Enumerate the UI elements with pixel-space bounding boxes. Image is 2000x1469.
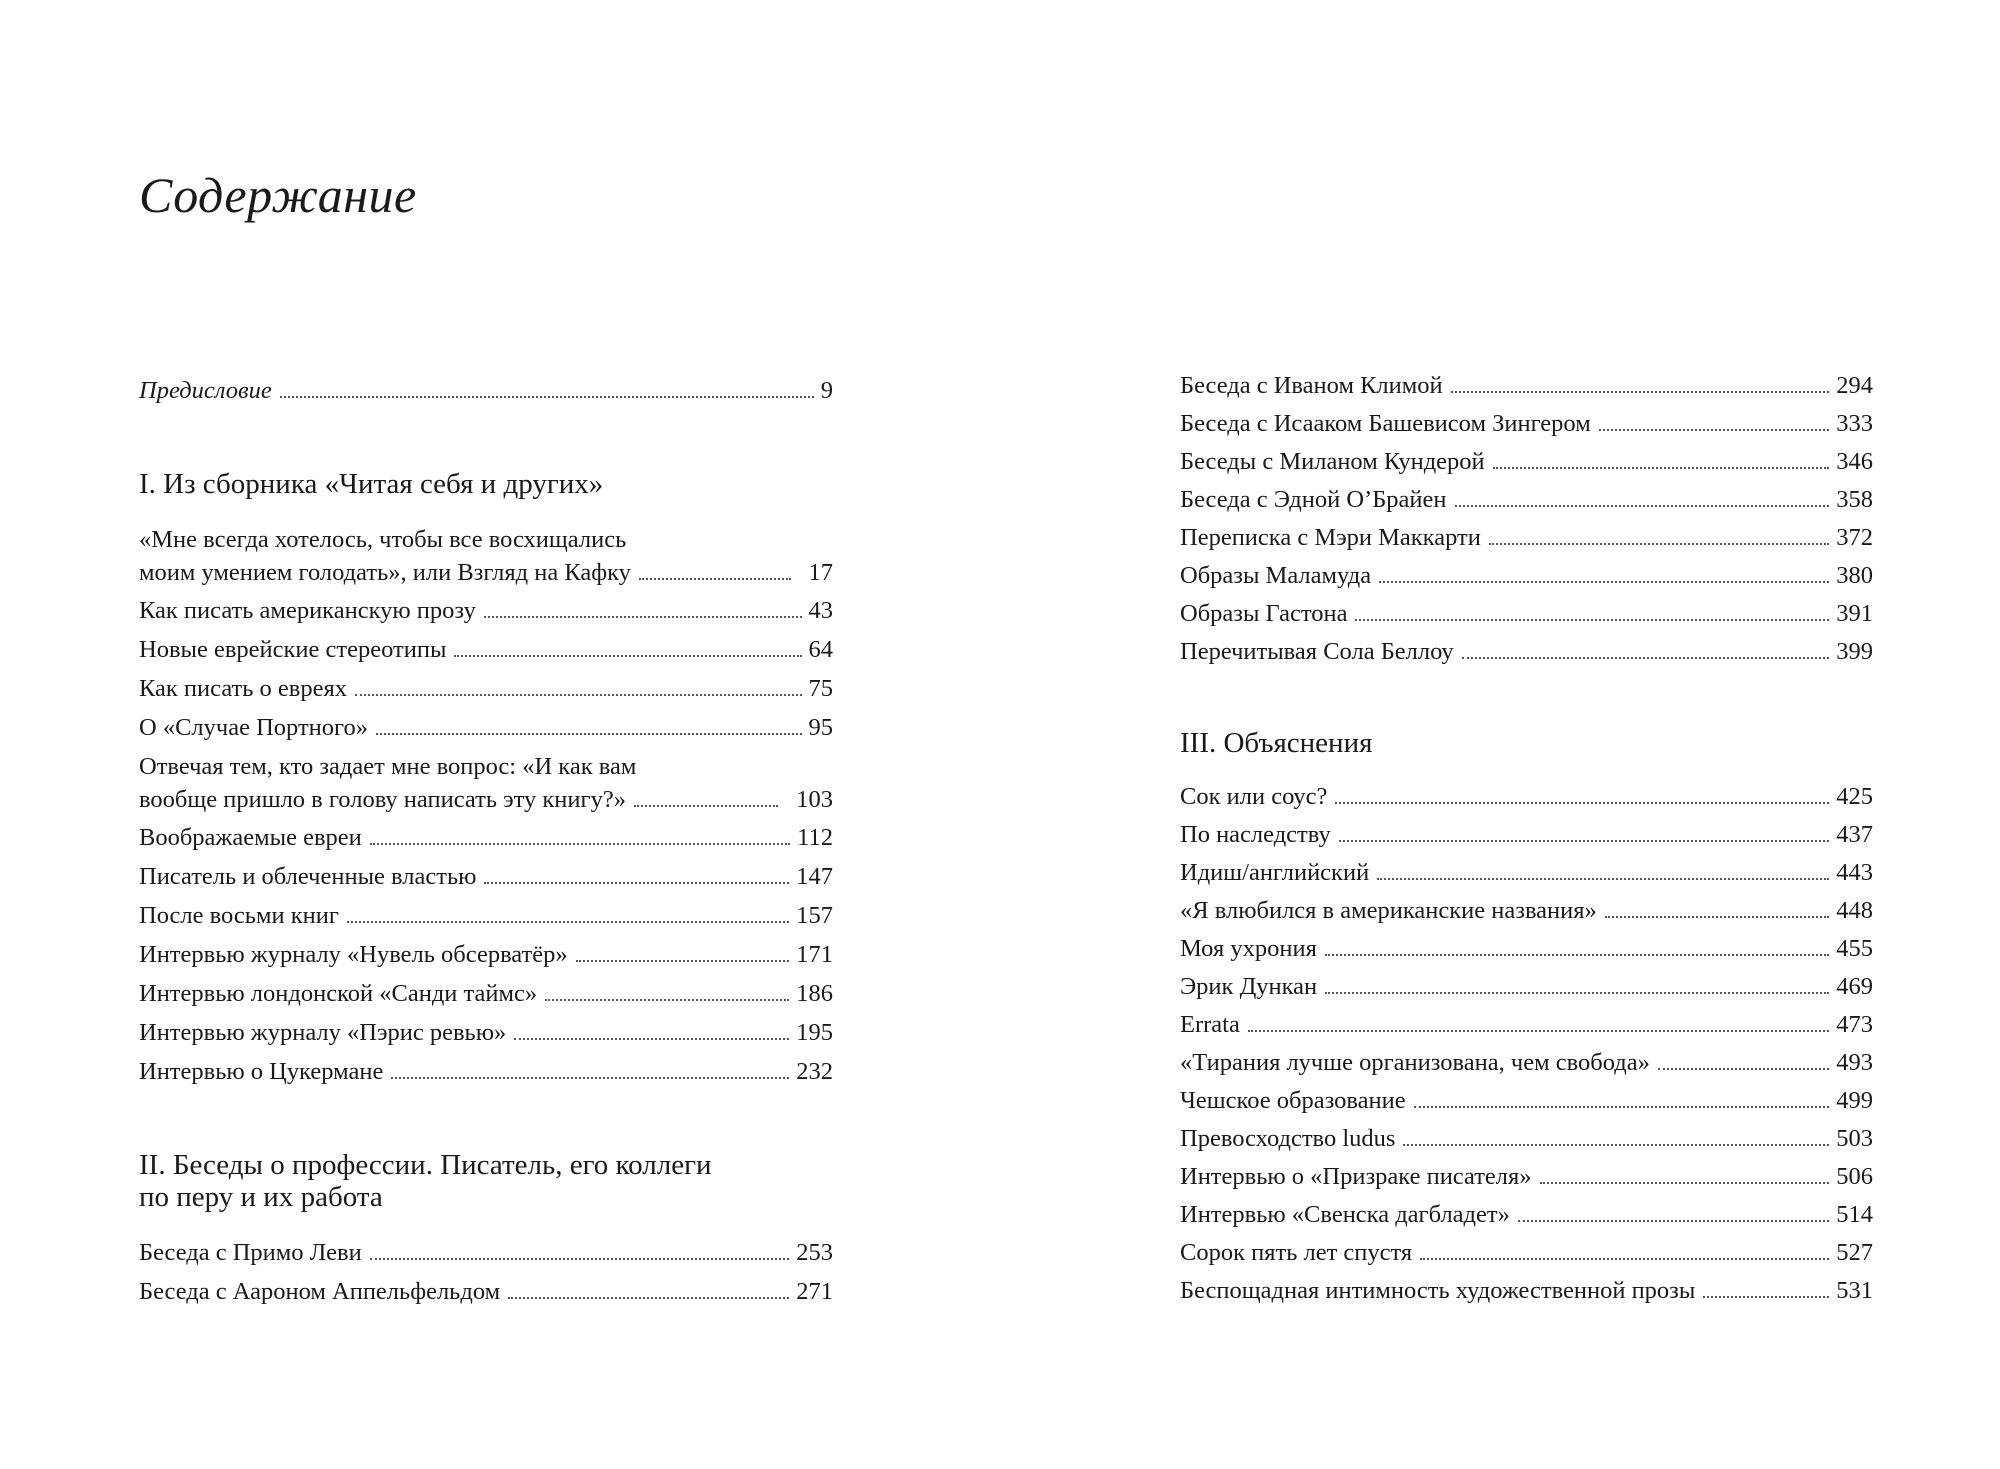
- toc-entry[interactable]: [1180, 932, 1873, 965]
- toc-entry-title: Сорок пять лет спустя: [1180, 1239, 1413, 1266]
- toc-entry-page: 103: [796, 786, 833, 813]
- toc-entry-title: Сок или соус?: [1180, 783, 1328, 810]
- toc-entry-title: Беседа с Примо Леви: [139, 1239, 362, 1266]
- toc-entry-page: 391: [1836, 600, 1873, 627]
- dot-leader: [370, 843, 790, 845]
- toc-entry-title: Интервью лондонской «Санди таймс»: [139, 980, 538, 1007]
- dot-leader: [370, 1258, 790, 1260]
- toc-entry-page: 232: [796, 1058, 833, 1085]
- toc-entry-title: Беседа с Иваном Климой: [1180, 372, 1443, 399]
- dot-leader: [454, 655, 801, 657]
- toc-entry-page: 380: [1836, 562, 1873, 589]
- toc-entry-title: Идиш/английский: [1180, 859, 1370, 886]
- toc-entry[interactable]: [139, 594, 833, 627]
- toc-entry[interactable]: [1180, 1160, 1873, 1193]
- toc-entry-page: 493: [1836, 1049, 1873, 1076]
- toc-entry-page: 75: [808, 675, 833, 702]
- toc-entry-title: Образы Маламуда: [1180, 562, 1372, 589]
- toc-entry[interactable]: [1180, 1198, 1873, 1231]
- dot-leader: [1414, 1106, 1830, 1108]
- toc-entry-title: Интервью о «Призраке писателя»: [1180, 1163, 1532, 1190]
- toc-entry[interactable]: [1180, 894, 1873, 927]
- toc-entry-page: 527: [1836, 1239, 1873, 1266]
- dot-leader: [1455, 505, 1830, 507]
- toc-entry-page: 455: [1836, 935, 1873, 962]
- toc-entry-page: 253: [796, 1239, 833, 1266]
- toc-entry[interactable]: [1180, 483, 1873, 516]
- dot-leader: [545, 999, 789, 1001]
- toc-entry-title: Эрик Дункан: [1180, 973, 1318, 1000]
- toc-entry-title: Беседы с Миланом Кундерой: [1180, 448, 1485, 475]
- toc-entry-page: 271: [796, 1278, 833, 1305]
- toc-entry-page: 469: [1836, 973, 1873, 1000]
- dot-leader: [484, 616, 802, 618]
- dot-leader: [634, 805, 778, 807]
- toc-entry-title: Беседа с Эдной О’Брайен: [1180, 486, 1447, 513]
- dot-leader: [355, 694, 801, 696]
- toc-entry[interactable]: [139, 1236, 833, 1269]
- dot-leader: [1462, 657, 1830, 659]
- dot-leader: [1325, 992, 1829, 994]
- toc-entry-page: 437: [1836, 821, 1873, 848]
- dot-leader: [1493, 467, 1830, 469]
- toc-entry[interactable]: [1180, 780, 1873, 813]
- toc-entry[interactable]: [1180, 856, 1873, 889]
- toc-entry-page: 448: [1836, 897, 1873, 924]
- toc-entry[interactable]: [139, 977, 833, 1010]
- toc-entry[interactable]: [1180, 521, 1873, 554]
- dot-leader: [1403, 1144, 1829, 1146]
- toc-entry[interactable]: [139, 938, 833, 971]
- section-heading-1: I. Из сборника «Читая себя и других»: [139, 468, 604, 500]
- dot-leader: [1339, 840, 1830, 842]
- dot-leader: [1451, 391, 1830, 393]
- toc-entry[interactable]: [139, 821, 833, 854]
- toc-entry-title: Беседа с Исааком Башевисом Зингером: [1180, 410, 1591, 437]
- toc-entry-title: Беспощадная интимность художественной прозы: [1180, 1277, 1696, 1304]
- section-heading-2-line1: II. Беседы о профессии. Писатель, его коллеги: [139, 1149, 712, 1181]
- dot-leader: [1355, 619, 1829, 621]
- toc-entry-title: Интервью о Цукермане: [139, 1058, 384, 1085]
- toc-entry-page: 294: [1836, 372, 1873, 399]
- toc-entry-page: 506: [1836, 1163, 1873, 1190]
- toc-entry-title: Перечитывая Сола Беллоу: [1180, 638, 1454, 665]
- dot-leader: [1489, 543, 1829, 545]
- toc-entry-title: Интервью «Свенска дагбладет»: [1180, 1201, 1510, 1228]
- dot-leader: [1377, 878, 1829, 880]
- toc-entry-title: Моя ухрония: [1180, 935, 1317, 962]
- toc-entry[interactable]: [139, 672, 833, 705]
- section-heading-3: III. Объяснения: [1180, 727, 1373, 759]
- toc-entry-title-line1: «Мне всегда хотелось, чтобы все восхищались: [139, 526, 627, 553]
- dot-leader: [508, 1297, 789, 1299]
- page-title: Содержание: [139, 167, 417, 223]
- toc-entry-page: 503: [1836, 1125, 1873, 1152]
- toc-entry-page: 358: [1836, 486, 1873, 513]
- toc-entry-page: 443: [1836, 859, 1873, 886]
- toc-entry-page: 157: [796, 902, 833, 929]
- toc-entry[interactable]: [1180, 559, 1873, 592]
- dot-leader: [1540, 1182, 1830, 1184]
- toc-entry-page: 195: [796, 1019, 833, 1046]
- toc-entry[interactable]: [1180, 1084, 1873, 1117]
- toc-entry-title: моим умением голодать», или Взгляд на Кафку: [139, 559, 631, 586]
- toc-entry-page: 346: [1836, 448, 1873, 475]
- dot-leader: [1325, 954, 1829, 956]
- toc-entry-title: «Я влюбился в американские названия»: [1180, 897, 1597, 924]
- toc-entry[interactable]: [1180, 369, 1873, 402]
- dot-leader: [1658, 1068, 1829, 1070]
- toc-entry-title: Беседа с Аароном Аппельфельдом: [139, 1278, 501, 1305]
- toc-entry-page: 473: [1836, 1011, 1873, 1038]
- toc-entry-page: 333: [1836, 410, 1873, 437]
- toc-entry-title: Интервью журналу «Пэрис ревью»: [139, 1019, 507, 1046]
- toc-entry[interactable]: [1180, 597, 1873, 630]
- dot-leader: [1518, 1220, 1829, 1222]
- toc-entry[interactable]: [1180, 1236, 1873, 1269]
- dot-leader: [1379, 581, 1829, 583]
- toc-entry[interactable]: [1180, 1008, 1873, 1041]
- toc-entry[interactable]: [1180, 1274, 1873, 1307]
- toc-entry[interactable]: [139, 1016, 833, 1049]
- toc-entry-title: Errata: [1180, 1011, 1240, 1038]
- toc-entry-title: Интервью журналу «Нувель обсерватёр»: [139, 941, 568, 968]
- dot-leader: [1248, 1030, 1829, 1032]
- toc-entry-title: Воображаемые евреи: [139, 824, 362, 851]
- toc-entry-page: 95: [808, 714, 833, 741]
- toc-entry-title: Как писать о евреях: [139, 675, 348, 702]
- dot-leader: [639, 578, 791, 580]
- dot-leader: [484, 882, 789, 884]
- toc-entry[interactable]: [139, 860, 833, 893]
- toc-entry-title: «Тирания лучше организована, чем свобода»: [1180, 1049, 1650, 1076]
- toc-entry[interactable]: [1180, 1122, 1873, 1155]
- toc-entry[interactable]: [139, 711, 833, 744]
- toc-entry-title: Предисловие: [139, 377, 272, 404]
- toc-entry-page: 9: [820, 377, 833, 404]
- toc-entry[interactable]: [1180, 1046, 1873, 1079]
- dot-leader: [1420, 1258, 1829, 1260]
- dot-leader: [391, 1077, 789, 1079]
- toc-entry-page: 171: [796, 941, 833, 968]
- toc-entry-title: Новые еврейские стереотипы: [139, 636, 447, 663]
- dot-leader: [1599, 429, 1830, 431]
- toc-entry-page: 399: [1836, 638, 1873, 665]
- toc-entry-title: После восьми книг: [139, 902, 339, 929]
- toc-entry-preface[interactable]: [139, 374, 833, 407]
- toc-entry-title: Писатель и облеченные властью: [139, 863, 477, 890]
- toc-entry-title: О «Случае Портного»: [139, 714, 368, 741]
- dot-leader: [1703, 1296, 1829, 1298]
- toc-entry-title: Как писать американскую прозу: [139, 597, 476, 624]
- toc-entry[interactable]: [139, 899, 833, 932]
- toc-entry-title: Образы Гастона: [1180, 600, 1348, 627]
- toc-entry-title-line1: Отвечая тем, кто задает мне вопрос: «И как вам: [139, 753, 637, 780]
- toc-entry[interactable]: [1180, 407, 1873, 440]
- toc-entry[interactable]: [1180, 445, 1873, 478]
- toc-entry-page: 17: [808, 559, 833, 586]
- toc-entry-page: 147: [796, 863, 833, 890]
- dot-leader: [1605, 916, 1829, 918]
- toc-entry-title: По наследству: [1180, 821, 1331, 848]
- dot-leader: [280, 396, 814, 398]
- toc-entry-title: Переписка с Мэри Маккарти: [1180, 524, 1481, 551]
- toc-entry-page: 186: [796, 980, 833, 1007]
- toc-entry[interactable]: [1180, 970, 1873, 1003]
- toc-entry-title: вообще пришло в голову написать эту книгу?»: [139, 786, 626, 813]
- toc-entry-page: 112: [797, 824, 833, 851]
- dot-leader: [576, 960, 790, 962]
- dot-leader: [376, 733, 802, 735]
- toc-entry-page: 64: [808, 636, 833, 663]
- toc-entry[interactable]: [1180, 818, 1873, 851]
- section-heading-2-line2: по перу и их работа: [139, 1181, 383, 1213]
- toc-entry-page: 43: [808, 597, 833, 624]
- toc-entry-page: 531: [1836, 1277, 1873, 1304]
- toc-entry[interactable]: [139, 750, 833, 816]
- toc-entry[interactable]: [1180, 635, 1873, 668]
- toc-entry[interactable]: [139, 1275, 833, 1308]
- toc-entry[interactable]: [139, 633, 833, 666]
- toc-entry-page: 514: [1836, 1201, 1873, 1228]
- toc-entry-title: Превосходство ludus: [1180, 1125, 1396, 1152]
- dot-leader: [347, 921, 789, 923]
- toc-entry-page: 425: [1836, 783, 1873, 810]
- toc-entry[interactable]: [139, 1055, 833, 1088]
- dot-leader: [1335, 802, 1829, 804]
- toc-entry-page: 499: [1836, 1087, 1873, 1114]
- toc-entry-title: Чешское образование: [1180, 1087, 1406, 1114]
- dot-leader: [514, 1038, 789, 1040]
- toc-entry[interactable]: [139, 523, 833, 589]
- toc-entry-page: 372: [1836, 524, 1873, 551]
